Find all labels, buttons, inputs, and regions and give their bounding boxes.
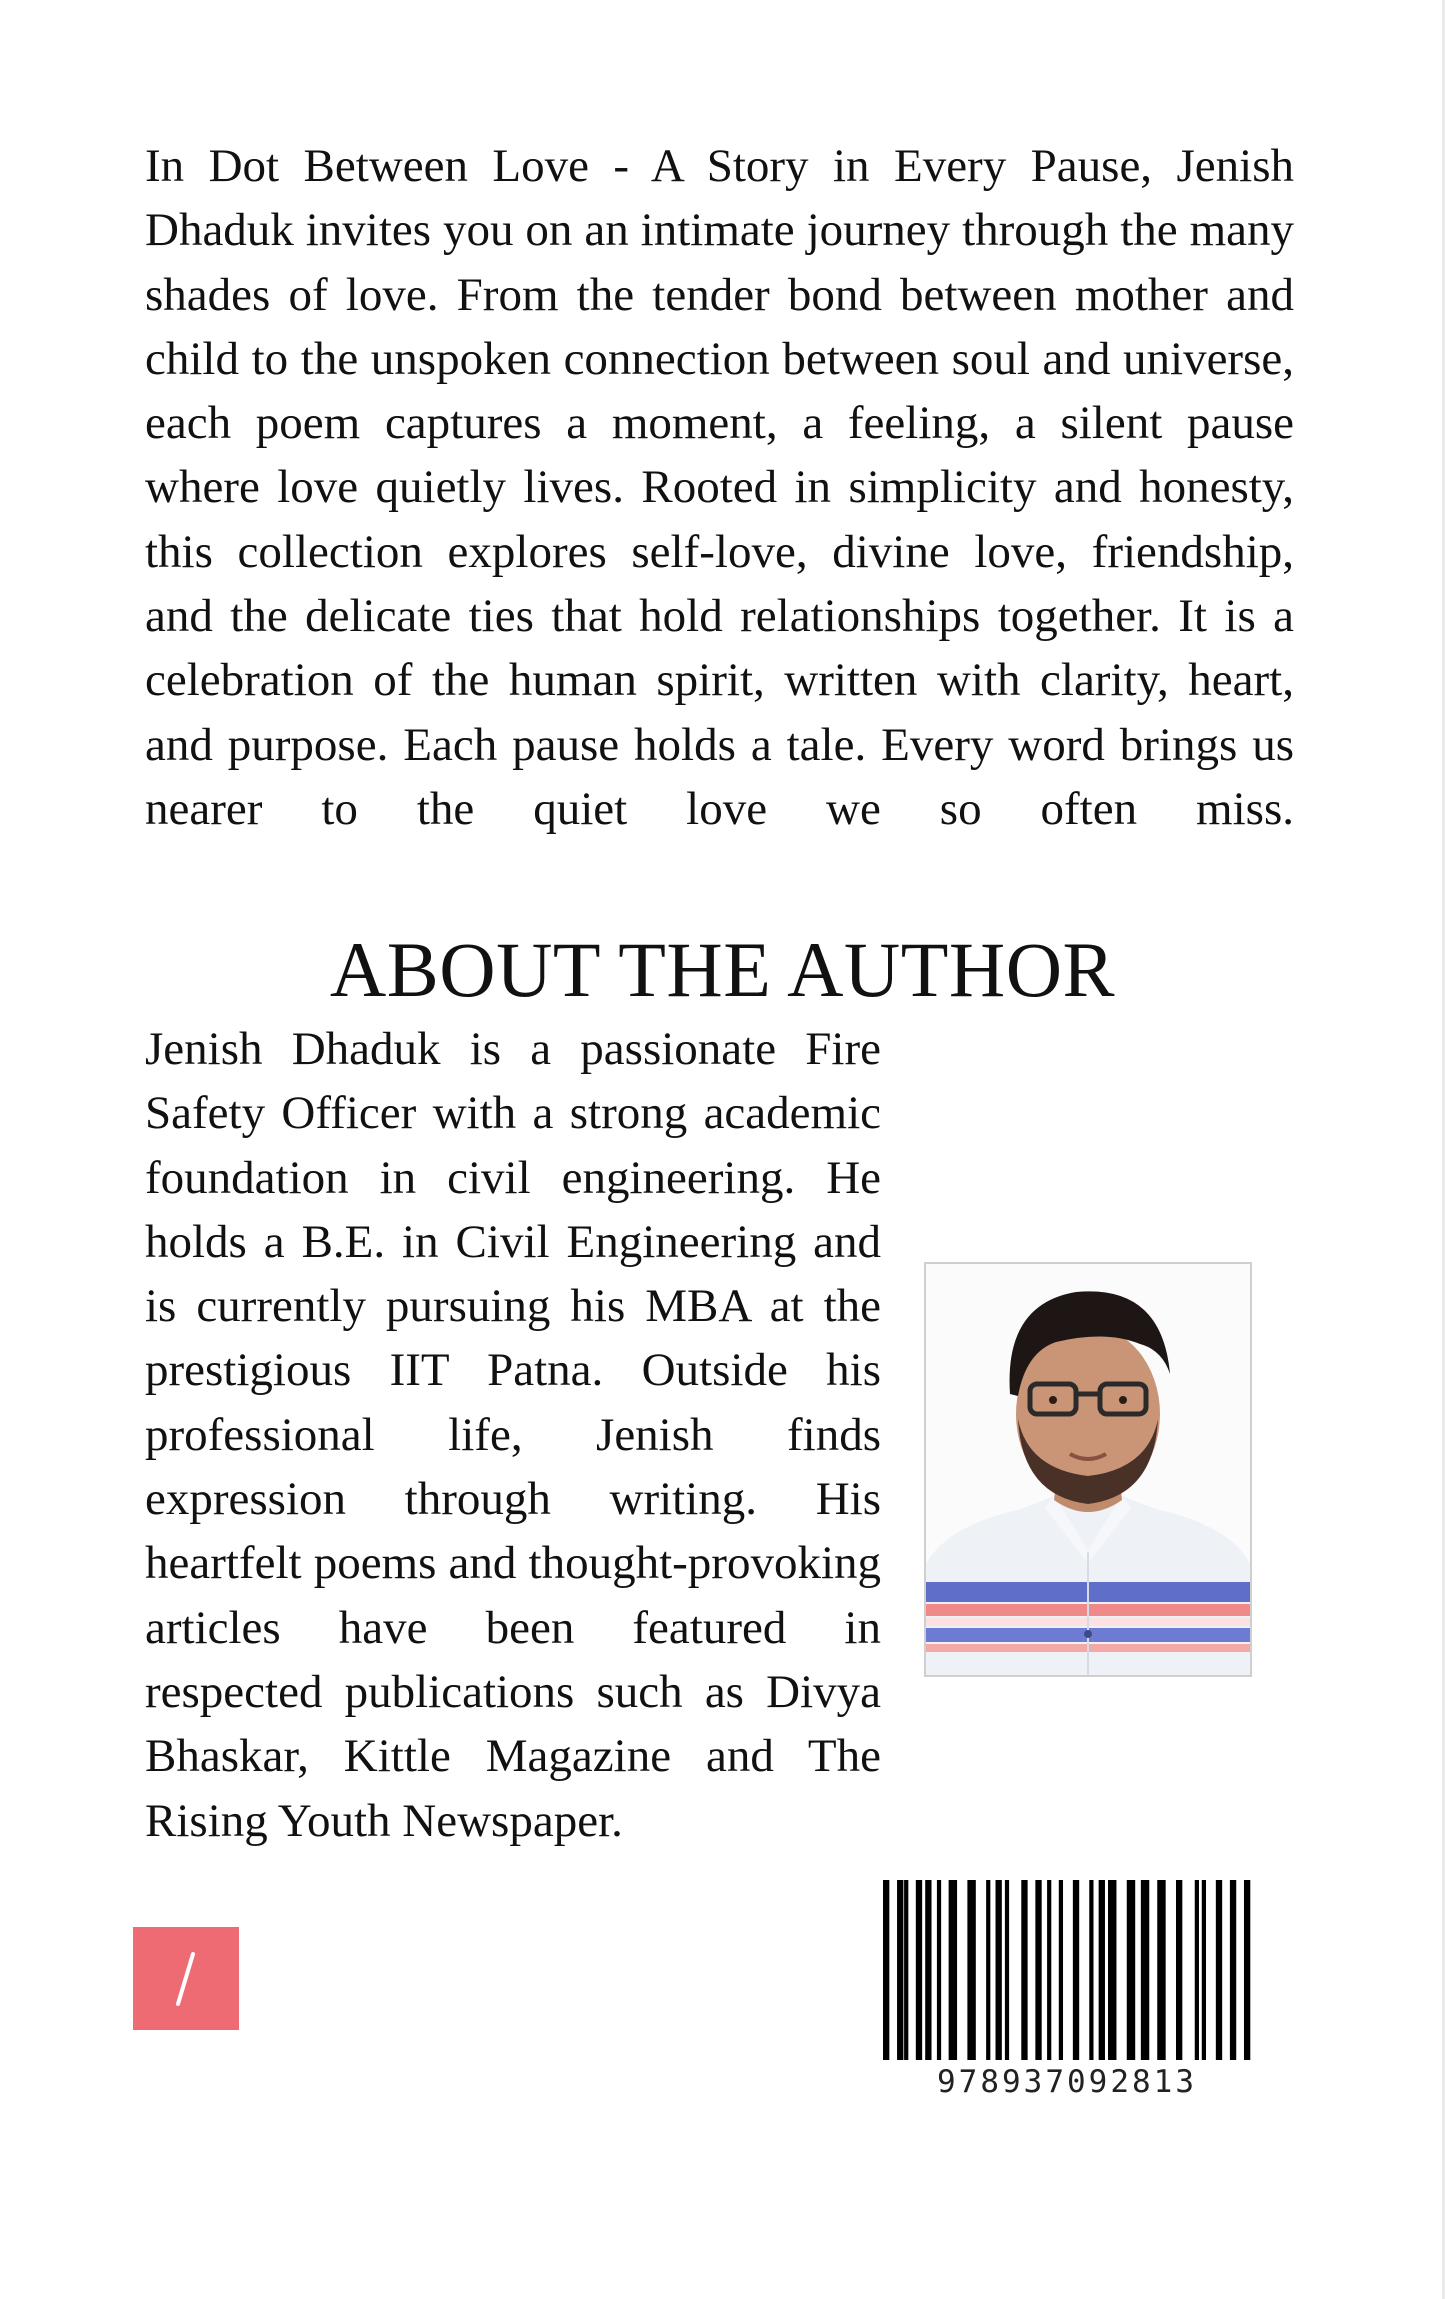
barcode-bar <box>967 1880 975 2060</box>
barcode-bar <box>996 1880 1002 2060</box>
barcode-bar <box>1202 1880 1206 2060</box>
barcode-bar <box>916 1880 922 2060</box>
author-bio: Jenish Dhaduk is a passionate Fire Safety Officer with a strong academic foundation in civil engineering. He holds a B.E. in Civil Engineering and is currently pursuing his MBA at the prestigious IIT Patna. Outside his professional life, Jenish finds expression through writing. His heartfelt poems and thought-provoking articles have been featured in respected publications such as Divya Bhaskar, Kittle Magazine and The Rising Youth Newspaper. <box>145 1023 881 1847</box>
barcode-bar <box>1047 1880 1051 2060</box>
barcode-bar <box>904 1880 908 2060</box>
barcode-bar <box>986 1880 990 2060</box>
barcode-bar <box>1035 1880 1041 2060</box>
author-portrait-image <box>926 1264 1250 1675</box>
barcode-bar <box>1059 1880 1063 2060</box>
barcode-bar <box>883 1880 889 2060</box>
barcode-bar <box>897 1880 903 2060</box>
barcode-bar <box>1021 1880 1027 2060</box>
barcode-bar <box>1230 1880 1236 2060</box>
barcode-bar <box>1141 1880 1149 2060</box>
barcode-bar <box>1073 1880 1079 2060</box>
barcode-bar <box>1005 1880 1009 2060</box>
barcode-bar <box>1244 1880 1250 2060</box>
barcode-bar <box>1099 1880 1105 2060</box>
barcode-bar <box>1216 1880 1222 2060</box>
barcode-bar <box>949 1880 957 2060</box>
barcode-bar <box>1157 1880 1165 2060</box>
barcode-bar <box>925 1880 931 2060</box>
publisher-logo <box>133 1927 239 2030</box>
book-blurb: In Dot Between Love - A Story in Every Pause, Jenish Dhaduk invites you on an intimate journey through the many shades of love. From the tender bond between mother and child to the unspoken connection between soul and universe, each poem captures a moment, a feeling, a silent pause where love quietly lives. Rooted in simplicity and honesty, this collection explores self-love, divine love, friendship, and the delicate ties that hold relationships together. It is a celebration of the human spirit, written with clarity, heart, and purpose. Each pause holds a tale. Every word brings us nearer to the quiet love we so often miss. <box>145 140 1294 835</box>
isbn-barcode <box>883 1880 1251 2060</box>
barcode-bar <box>1108 1880 1116 2060</box>
barcode-bar <box>1089 1880 1093 2060</box>
barcode-bar <box>1176 1880 1182 2060</box>
barcode-bar <box>1195 1880 1199 2060</box>
barcode-bar <box>1127 1880 1135 2060</box>
slash-logo-icon <box>133 1927 239 2030</box>
isbn-number: 978937092813 <box>937 2064 1197 2100</box>
barcode-bar <box>937 1880 941 2060</box>
about-author-heading: ABOUT THE AUTHOR <box>329 926 1116 1013</box>
author-photo <box>924 1262 1252 1677</box>
